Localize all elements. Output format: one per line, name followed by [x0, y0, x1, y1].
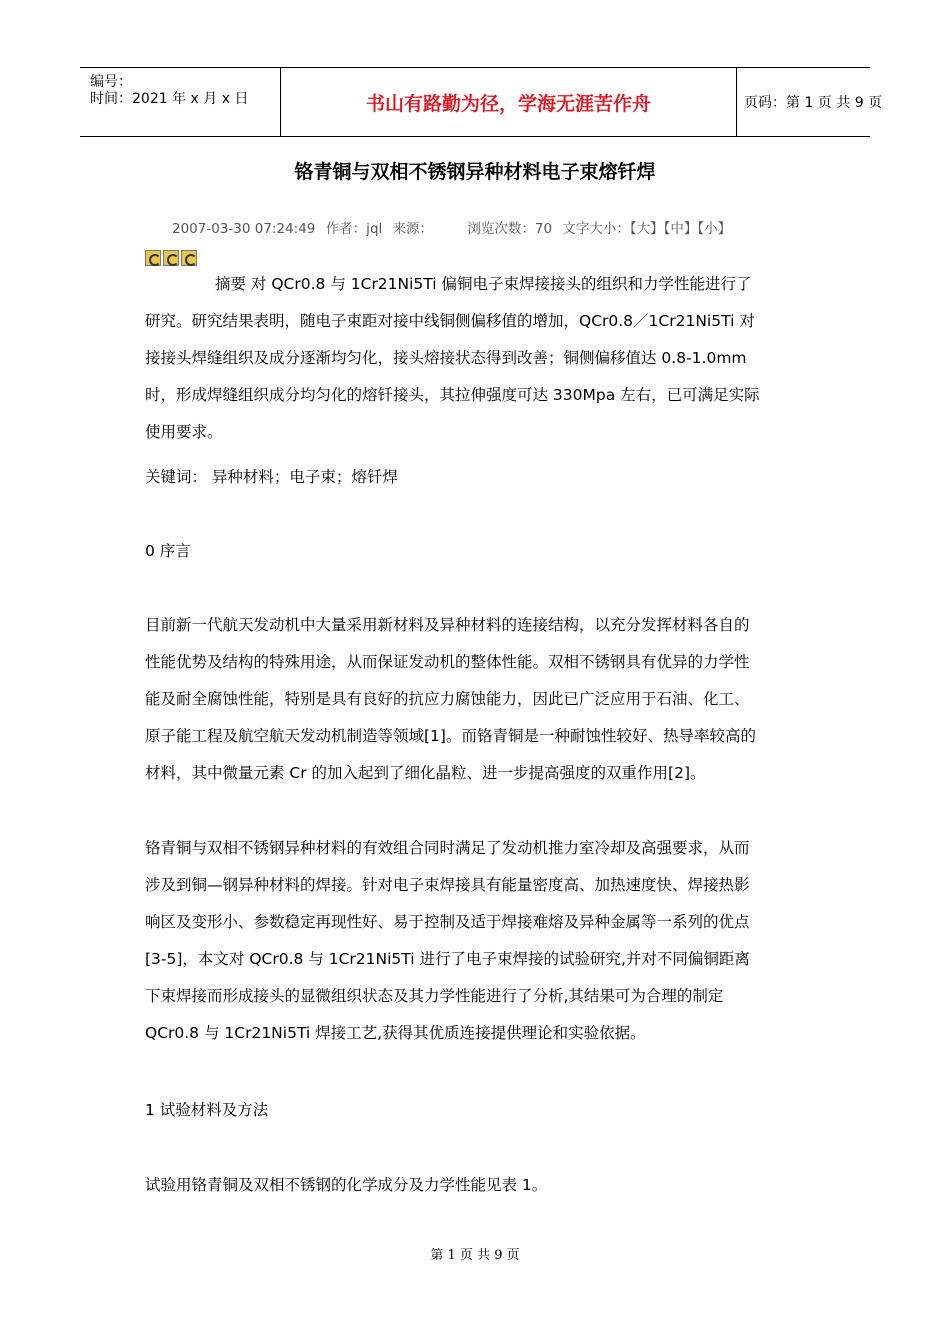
paragraph-line: 能及耐全腐蚀性能，特别是具有良好的抗应力腐蚀能力，因此已广泛应用于石油、化工、: [145, 690, 750, 708]
paragraph-line: 铬青铜与双相不锈钢异种材料的有效组合同时满足了发动机推力室冷却及高强要求，从而: [145, 839, 750, 857]
paragraph-line: 材料，其中微量元素 Cr 的加入起到了细化晶粒、进一步提高强度的双重作用[2]。: [145, 764, 706, 782]
paragraph-3: 试验用铬青铜及双相不锈钢的化学成分及力学性能见表 1。: [145, 1176, 548, 1194]
paragraph-line: 原子能工程及航空航天发动机制造等领域[1]。而铬青铜是一种耐蚀性较好、热导率较高的: [145, 727, 756, 745]
meta-author: 作者：jql: [325, 221, 383, 237]
header-center-cell: [280, 68, 737, 136]
link-icon[interactable]: [163, 250, 179, 266]
meta-font-size[interactable]: 文字大小：【大】【中】【小】: [562, 221, 732, 237]
section-heading-1: 1 试验材料及方法: [145, 1101, 269, 1119]
header-motto: 书山有路勤为径，学海无涯苦作舟: [365, 93, 651, 115]
header-right-cell: [736, 68, 883, 136]
header-left-cell: [80, 68, 280, 136]
abstract-line: 接接头焊缝组织及成分逐渐均匀化，接头熔接状态得到改善；铜侧偏移值达 0.8-1.0mm: [145, 349, 747, 367]
paragraph-2: [145, 830, 810, 1052]
header-page-info: 页码：第 1 页 共 9 页: [744, 95, 883, 111]
abstract: [145, 266, 810, 451]
document-number-label: 编号：: [90, 74, 132, 90]
header-table: [80, 67, 883, 137]
paragraph-line: [3-5]，本文对 QCr0.8 与 1Cr21Ni5Ti 进行了电子束焊接的试验研究,并对不同偏铜距离: [145, 950, 750, 968]
meta-views: 浏览次数：70: [467, 221, 553, 237]
abstract-line: 时，形成焊缝组织成分均匀化的熔钎接头，其拉伸强度可达 330Mpa 左右，已可满足实际: [145, 386, 760, 404]
paragraph-line: 目前新一代航天发动机中大量采用新材料及异种材料的连接结构，以充分发挥材料各自的: [145, 616, 750, 634]
paragraph-line: QCr0.8 与 1Cr21Ni5Ti 焊接工艺,获得其优质连接提供理论和实验依据。: [145, 1024, 646, 1042]
article-meta: [172, 220, 737, 238]
paragraph-line: 响区及变形小、参数稳定再现性好、易于控制及适于焊接难熔及异种金属等一系列的优点: [145, 913, 750, 931]
meta-source: 来源：: [392, 221, 434, 237]
paragraph-1: [145, 607, 810, 792]
article-title: 铬青铜与双相不锈钢异种材料电子束熔钎焊: [294, 161, 656, 183]
link-icon[interactable]: [181, 250, 197, 266]
abstract-line: 使用要求。: [145, 423, 223, 441]
paragraph-line: 下束焊接而形成接头的显微组织状态及其力学性能进行了分析,其结果可为合理的制定: [145, 987, 724, 1005]
abstract-line: 研究。研究结果表明，随电子束距对接中线铜侧偏移值的增加，QCr0.8／1Cr21Ni5Ti 对: [145, 312, 755, 330]
link-icon[interactable]: [145, 250, 161, 266]
document-time-label: 时间：2021 年 x 月 x 日: [90, 91, 249, 107]
abstract-line: 摘要 对 QCr0.8 与 1Cr21Ni5Ti 偏铜电子束焊接接头的组织和力学性能进行了: [215, 275, 752, 293]
page-footer: 第 1 页 共 9 页: [430, 1248, 520, 1263]
meta-datetime: 2007-03-30 07:24:49: [172, 221, 316, 237]
paragraph-line: 涉及到铜—钢异种材料的焊接。针对电子束焊接具有能量密度高、加热速度快、焊接热影: [145, 876, 750, 894]
paragraph-line: 性能优势及结构的特殊用途，从而保证发动机的整体性能。双相不锈钢具有优异的力学性: [145, 653, 750, 671]
section-heading-0: 0 序言: [145, 542, 191, 560]
keywords: 关键词： 异种材料；电子束；熔钎焊: [145, 468, 398, 486]
